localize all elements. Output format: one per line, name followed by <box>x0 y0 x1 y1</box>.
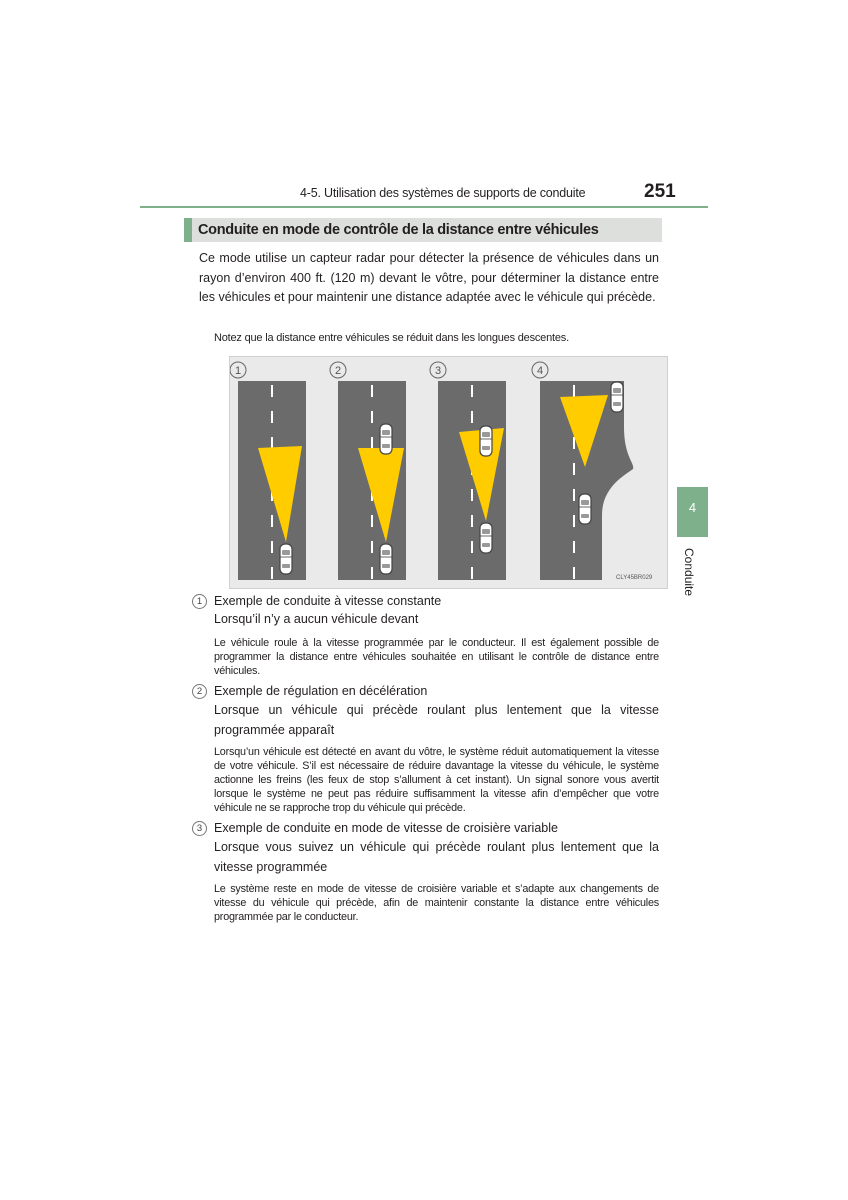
section-title: Conduite en mode de contrôle de la distance entre véhicules <box>198 222 599 238</box>
figure-illustration <box>230 357 667 588</box>
item-note-2: Lorsqu’un véhicule est détecté en avant du vôtre, le système réduit automatiquement la vitesse de votre véhicule. S’il est nécessaire de réduire davantage la vitesse du véhicule, le système actionne les freins (les feux de stop s’allument à cet instant). Un signal sonore vous avertit lorsque le système ne peut pas réduire suffisamment la vitesse afin d’empêcher que votre véhicule ne se rapproche trop du véhicule qui précède. <box>214 746 659 814</box>
chapter-label: Conduite <box>682 548 696 597</box>
item-title-3: Exemple de conduite en mode de vitesse de croisière variable <box>214 821 558 835</box>
panel-label-1: 1 <box>234 365 242 377</box>
item-subtitle-2: Lorsque un véhicule qui précède roulant plus lentement que la vitesse programmée apparaît <box>214 703 659 737</box>
item-title-2: Exemple de régulation en décélération <box>214 684 428 698</box>
radar-cruise-figure <box>229 356 668 589</box>
own-car-2 <box>380 544 392 574</box>
panel-1 <box>230 362 306 580</box>
descent-note: Notez que la distance entre véhicules se réduit dans les longues descentes. <box>214 332 569 344</box>
lead-car-2 <box>380 424 392 454</box>
item-title-1: Exemple de conduite à vitesse constante <box>214 594 442 608</box>
own-car-4 <box>579 494 591 524</box>
item-note-3: Le système reste en mode de vitesse de croisière variable et s’adapte aux changements de vitesse du véhicule qui précède, afin de maintenir constante la distance entre véhicules programmée par le conducteur. <box>214 883 659 923</box>
own-car-1 <box>280 544 292 574</box>
panel-3 <box>430 362 506 580</box>
panel-label-4: 4 <box>536 365 544 377</box>
lead-car-3 <box>480 426 492 456</box>
header-rule <box>140 206 708 208</box>
running-header: 4-5. Utilisation des systèmes de supports de conduite <box>300 186 586 200</box>
item-number-3: 3 <box>192 821 207 836</box>
own-car-3 <box>480 523 492 553</box>
item-subtitle-1: Lorsqu’il n’y a aucun véhicule devant <box>214 612 419 626</box>
panel-4 <box>532 362 633 580</box>
merging-car-4 <box>611 382 623 412</box>
intro-paragraph: Ce mode utilise un capteur radar pour détecter la présence de véhicules dans un rayon d’environ 400 ft. (120 m) devant le vôtre, pour déterminer la distance entre les véhicules et pour maintenir une distance adaptée avec le véhicule qui précède. <box>199 251 659 304</box>
panel-label-3: 3 <box>434 365 442 377</box>
item-number-1: 1 <box>192 594 207 609</box>
figure-code: CLY45BR029 <box>616 575 653 581</box>
item-note-1: Le véhicule roule à la vitesse programmée par le conducteur. Il est également possible de programmer la distance entre véhicules souhaitée en utilisant le contrôle de distance entre véhicules. <box>214 637 659 677</box>
chapter-number: 4 <box>688 500 697 515</box>
panel-label-2: 2 <box>334 365 342 377</box>
item-number-2: 2 <box>192 684 207 699</box>
panel-2 <box>330 362 406 580</box>
section-title-accent <box>184 218 192 242</box>
item-subtitle-3: Lorsque vous suivez un véhicule qui précède roulant plus lentement que la vitesse programmée <box>214 840 659 874</box>
page-number: 251 <box>644 181 676 202</box>
